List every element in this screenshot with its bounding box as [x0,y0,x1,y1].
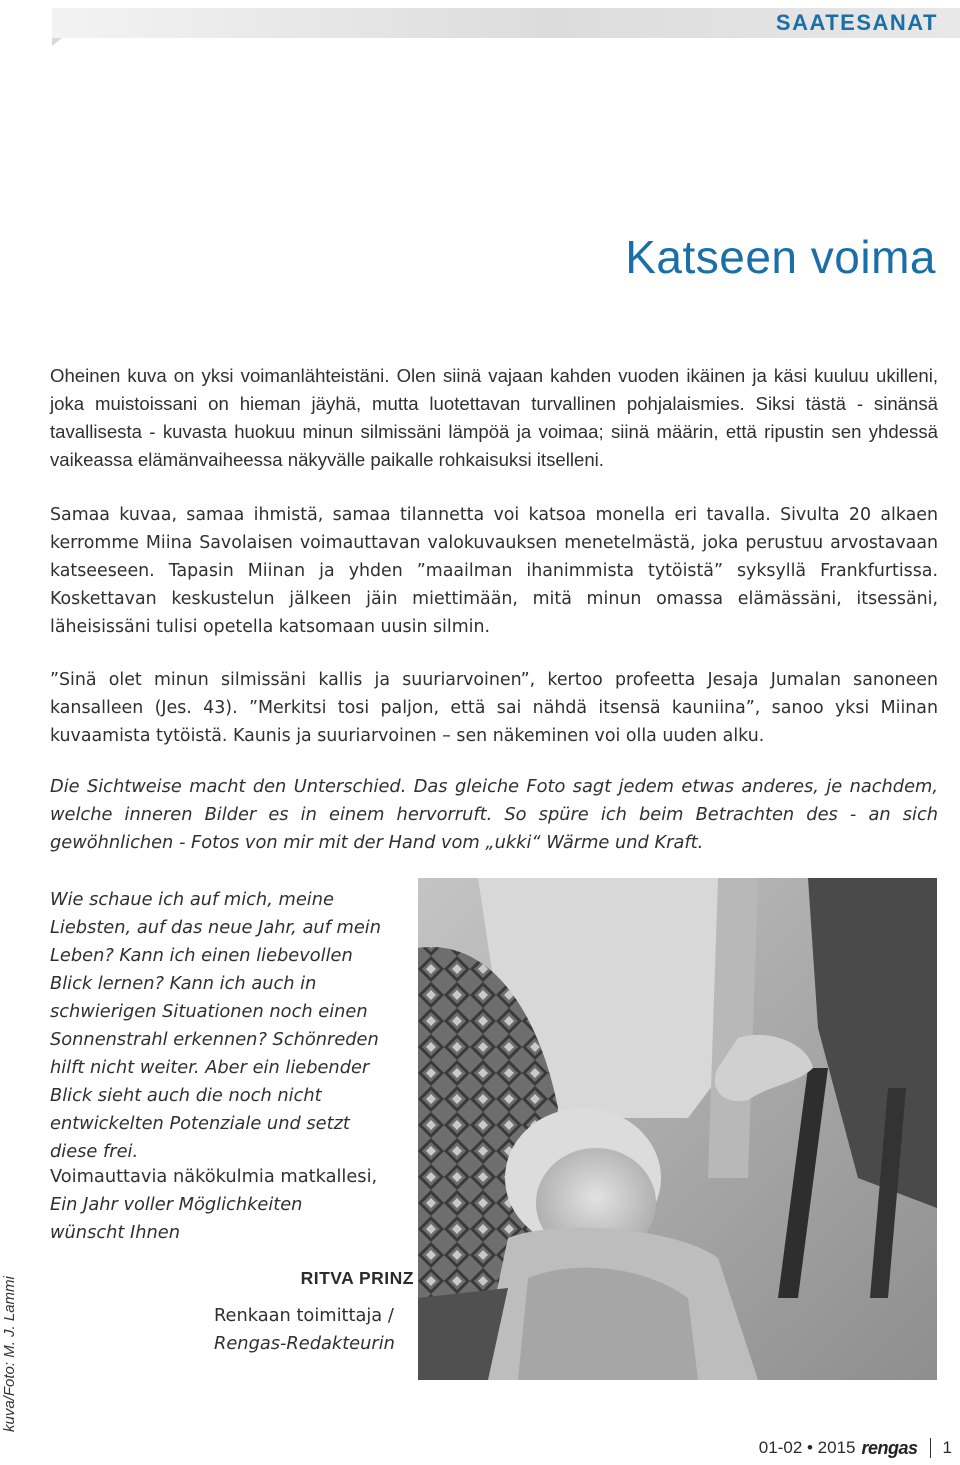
issue-number: 01-02 • 2015 [758,1438,856,1457]
article-title: Katseen voima [625,231,936,283]
page-number: 1 [942,1438,952,1457]
page-footer [759,1436,952,1460]
article-photo [418,878,937,1380]
signature-name: RITVA PRINZ [300,1268,414,1288]
greeting-german-line2: wünscht Ihnen [50,1222,181,1243]
signature-role [214,1302,414,1358]
section-label: SAATESANAT [775,10,938,35]
signature-role-finnish: Renkaan toimittaja / [214,1305,394,1326]
greeting-finnish: Voimauttavia näkökulmia matkallesi, [50,1166,378,1187]
photo-credit: kuva/Foto: M. J. Lammi [1,1276,18,1432]
paragraph-german-intro: Die Sichtweise macht den Unterschied. Das gleiche Foto sagt jedem etwas anderes, je nachdem, welche inneren Bilder es in einem hervorruft. So spüre ich beim Betrachten des - an sich gewöhnlichen - Fotos von mir mit der Hand vom „ukki“ Wärme und Kraft. [50,776,938,853]
header-band-notch [52,38,62,46]
paragraph-intro: Oheinen kuva on yksi voimanlähteistäni. Olen siinä vajaan kahden vuoden ikäinen ja käsi kuuluu ukilleni, joka muistoissani on hieman jäyhä, mutta luotettavan turvallinen pohjalaismies. Siksi tästä - sinänsä tavallisesta - kuvasta huokuu minun silmissäni lämpöä ja voimaa; siinä määrin, että ripustin sen yhdessä vaikeassa elämänvaiheessa näkyvälle paikalle rohkaisuksi itselleni. [50,365,938,470]
paragraph-perspective: Samaa kuvaa, samaa ihmistä, samaa tilannetta voi katsoa monella eri tavalla. Sivulta 20 alkaen kerromme Miina Savolaisen voimauttavan valokuvauksen menetelmästä, joka perustuu arvostavaan katseeseen. Tapasin Miinan ja yhden ”maailman ihanimmista tytöistä” syksyllä Frankfurtissa. Koskettavan keskustelun jälkeen jäin miettimään, mitä minun omassa elämässäni, itsessäni, läheisissäni tulisi opetella katsomaan uusin silmin. [50,505,938,637]
paragraph-german-questions: Wie schaue ich auf mich, meine Liebsten, auf das neue Jahr, auf mein Leben? Kann ich einen liebevollen Blick lernen? Kann ich auch in schwierigen Situationen noch einen Sonnenstrahl erkennen? Schönreden hilft nicht weiter. Aber ein liebender Blick sieht auch die noch nicht entwickelten Potenziale und setzt diese frei. [50,889,382,1162]
greeting [50,1163,410,1247]
greeting-german-line1: Ein Jahr voller Möglichkeiten [50,1194,303,1215]
magazine-logo: rengas [861,1437,918,1458]
paragraph-quote: ”Sinä olet minun silmissäni kallis ja suuriarvoinen”, kertoo profeetta Jesaja Jumalan sanoneen kansalleen (Jes. 43). ”Merkitsi tosi paljon, että sai nähdä itsensä kauniina”, sanoo yksi Miinan kuvaamista tytöistä. Kaunis ja suuriarvoinen – sen näkeminen voi olla uuden alku. [50,670,938,746]
signature-role-german: Rengas-Redakteurin [214,1333,395,1354]
footer-divider [930,1438,931,1458]
